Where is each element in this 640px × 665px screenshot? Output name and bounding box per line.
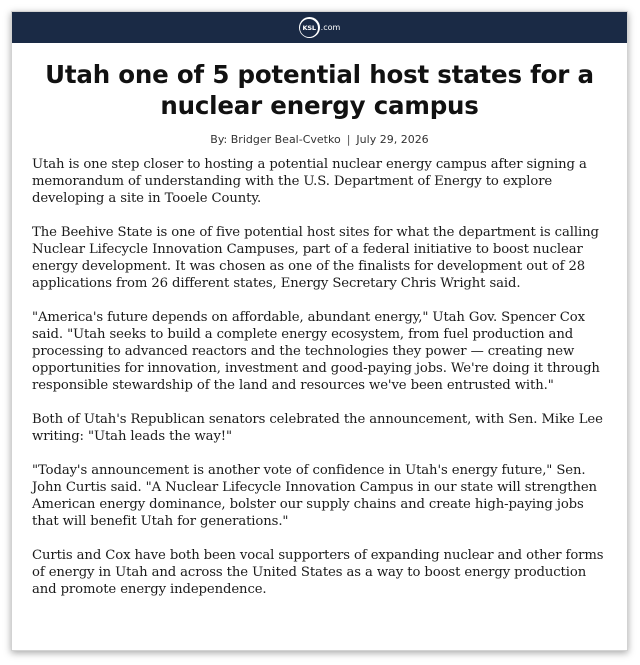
- ksl-logo-icon: [299, 17, 320, 38]
- article-byline: [12, 133, 627, 146]
- byline-separator: |: [346, 133, 351, 146]
- article-headline: Utah one of 5 potential host states for a nuclear energy campus: [45, 60, 594, 120]
- article-paragraph: "Today's announcement is another vote of confidence in Utah's energy future," Sen. John Curtis said. "A Nuclear Lifecycle Innovation Campus in our state will strengthen American energy dominance, bolster our supply chains and create high-paying jobs that will benefit Utah for generations.": [32, 463, 597, 529]
- ksl-logo-mark: KSL: [300, 19, 318, 37]
- article-paragraph: Utah is one step closer to hosting a potential nuclear energy campus after signing a memorandum of understanding with the U.S. Department of Energy to explore developing a site in Tooele County.: [32, 157, 587, 206]
- article-paragraph: "America's future depends on affordable, abundant energy," Utah Gov. Spencer Cox said. "Utah seeks to build a complete energy ecosystem, from fuel production and processing to advanced reactors and the technologies they power — creating new opportunities for innovation, investment and good-paying jobs. We're doing it through responsible stewardship of the land and resources we've been entrusted with.": [32, 310, 600, 393]
- byline-date: July 29, 2026: [356, 133, 429, 146]
- article-paragraph: Curtis and Cox have both been vocal supporters of expanding nuclear and other forms of energy in Utah and across the United States as a way to boost energy production and promote energy independence.: [32, 548, 604, 597]
- byline-author: By: Bridger Beal-Cvetko: [210, 133, 341, 146]
- article-paragraph: The Beehive State is one of five potential host sites for what the department is calling Nuclear Lifecycle Innovation Campuses, part of a federal initiative to boost nuclear energy development. It was chosen as one of the finalists for development out of 28 applications from 26 different states, Energy Secretary Chris Wright said.: [32, 225, 599, 291]
- ksl-logo-suffix: .com: [320, 23, 341, 32]
- article-card: [11, 11, 628, 651]
- article-paragraph: Both of Utah's Republican senators celebrated the announcement, with Sen. Mike Lee writing: "Utah leads the way!": [32, 412, 603, 444]
- article-body: [12, 146, 627, 598]
- ksl-logo[interactable]: [299, 17, 341, 38]
- site-header-bar: [12, 12, 627, 43]
